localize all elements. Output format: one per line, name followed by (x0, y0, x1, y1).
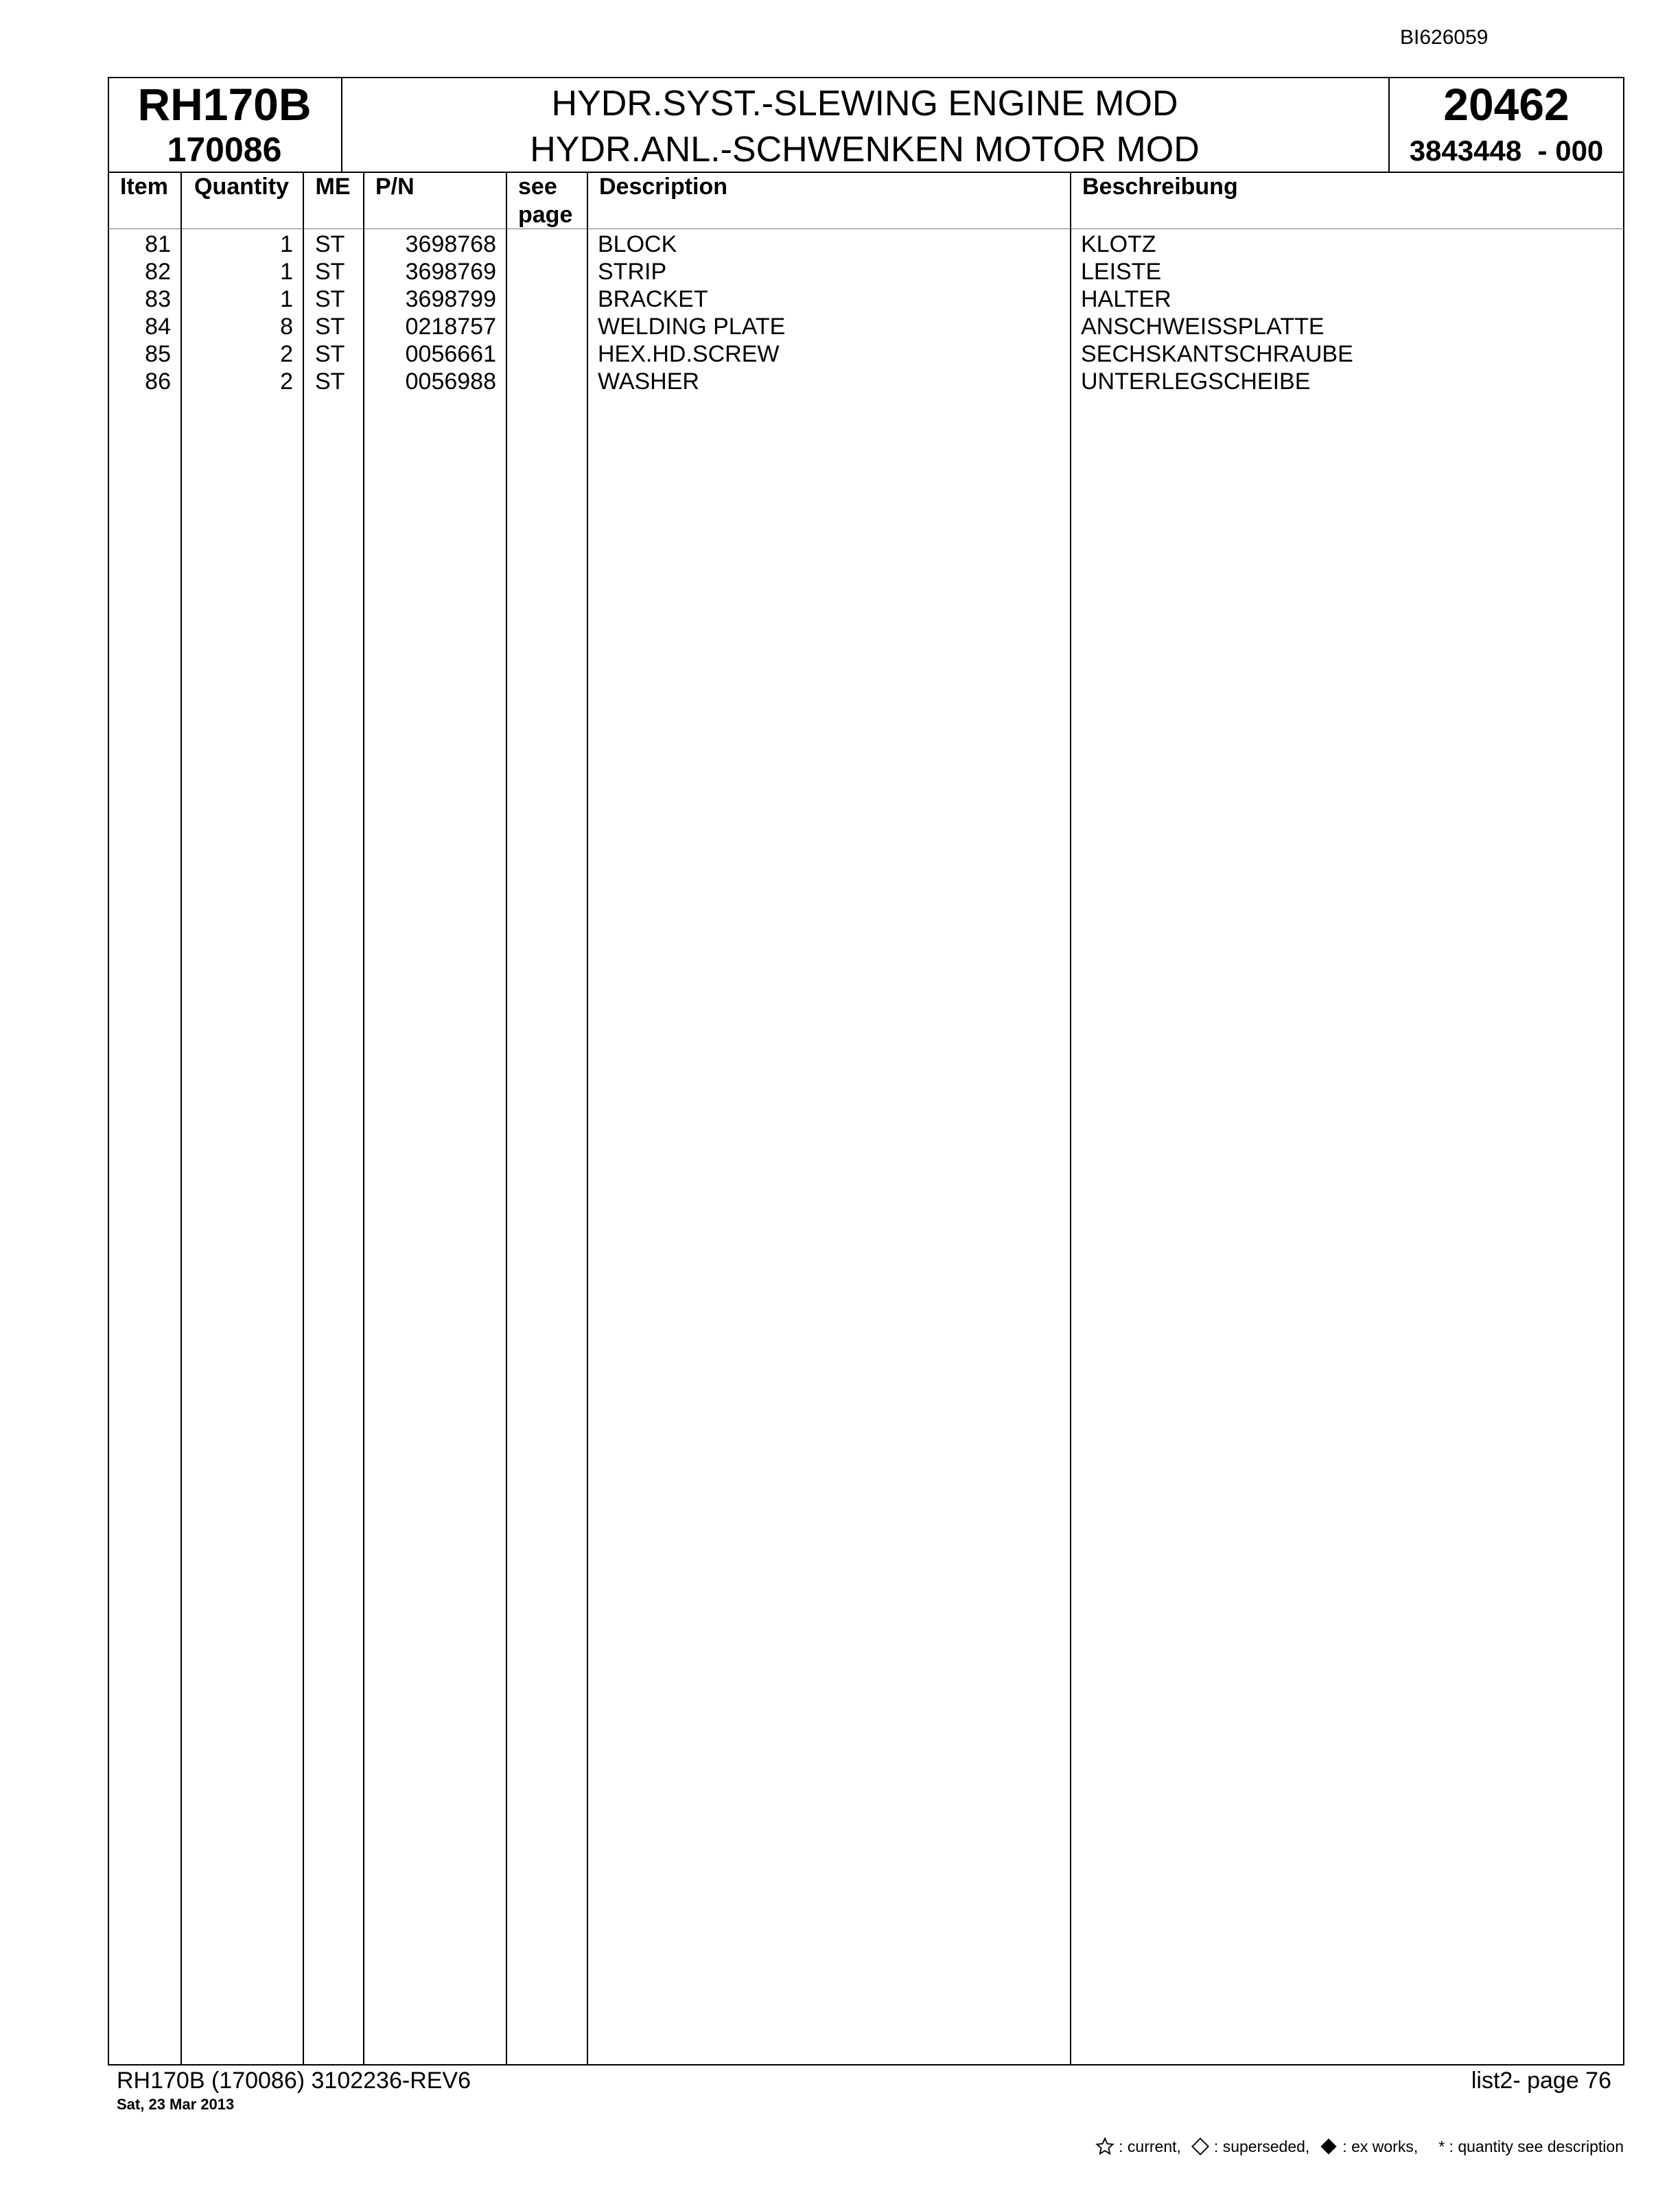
column-divider-quantity (303, 172, 304, 2066)
footer-date: Sat, 23 Mar 2013 (117, 2096, 235, 2113)
legend-superseded: : superseded, (1213, 2138, 1310, 2155)
cell-quantity: 1 (280, 259, 293, 285)
cell-description: BLOCK (598, 231, 677, 257)
document-number: 3843448 - 000 (1409, 134, 1604, 167)
table-row (0, 340, 1680, 368)
column-header-page: page (518, 202, 573, 228)
legend-ex-works: : ex works, (1342, 2138, 1419, 2155)
table-row (0, 258, 1680, 285)
column-header-beschreibung: Beschreibung (1082, 174, 1238, 200)
machine-serial: 170086 (167, 130, 282, 169)
cell-description: WELDING PLATE (598, 314, 786, 340)
table-row (0, 313, 1680, 340)
table-row (0, 231, 1680, 258)
document-id: BI626059 (1400, 26, 1489, 49)
cell-item: 83 (145, 286, 171, 312)
cell-pn: 3698768 (405, 231, 496, 257)
table-row (0, 368, 1680, 395)
diamond-filled-icon (1319, 2093, 1338, 2200)
cell-description: WASHER (598, 368, 699, 395)
cell-me: ST (315, 314, 345, 340)
table-row (0, 285, 1680, 313)
cell-quantity: 1 (280, 286, 293, 312)
column-divider-item (180, 172, 182, 2066)
title-english: HYDR.SYST.-SLEWING ENGINE MOD (551, 84, 1178, 124)
star-outline-icon (1095, 2093, 1115, 2200)
cell-me: ST (315, 341, 345, 367)
cell-item: 85 (145, 341, 171, 367)
column-divider-me (363, 172, 364, 2066)
cell-beschreibung: UNTERLEGSCHEIBE (1081, 368, 1311, 395)
cell-beschreibung: KLOTZ (1081, 231, 1156, 257)
cell-beschreibung: ANSCHWEISSPLATTE (1081, 314, 1325, 340)
title-german: HYDR.ANL.-SCHWENKEN MOTOR MOD (530, 130, 1200, 169)
cell-quantity: 1 (280, 231, 293, 257)
column-divider-see-page (587, 172, 588, 2066)
column-header-me: ME (315, 174, 351, 200)
cell-pn: 0056988 (405, 368, 496, 395)
legend-quantity: * : quantity see description (1438, 2138, 1624, 2155)
cell-quantity: 2 (280, 368, 293, 395)
cell-item: 84 (145, 314, 171, 340)
cell-me: ST (315, 259, 345, 285)
cell-pn: 3698769 (405, 259, 496, 285)
machine-model: RH170B (137, 79, 312, 130)
cell-me: ST (315, 368, 345, 395)
cell-beschreibung: LEISTE (1081, 259, 1162, 285)
cell-pn: 0218757 (405, 314, 496, 340)
cell-quantity: 8 (280, 314, 293, 340)
cell-beschreibung: SECHSKANTSCHRAUBE (1081, 341, 1353, 367)
cell-pn: 3698799 (405, 286, 496, 312)
column-header-item: Item (120, 174, 168, 200)
column-header-description: Description (599, 174, 728, 200)
cell-description: HEX.HD.SCREW (598, 341, 780, 367)
footer-legend (1095, 2093, 1624, 2200)
column-divider-pn (506, 172, 507, 2066)
column-header-see: see (518, 174, 557, 200)
cell-me: ST (315, 231, 345, 257)
cell-item: 86 (145, 368, 171, 395)
footer-reference: RH170B (170086) 3102236-REV6 (117, 2068, 471, 2094)
cell-quantity: 2 (280, 341, 293, 367)
cell-item: 82 (145, 259, 171, 285)
cell-pn: 0056661 (405, 341, 496, 367)
group-number: 20462 (1443, 79, 1570, 130)
cell-description: BRACKET (598, 286, 708, 312)
diamond-outline-icon (1191, 2093, 1210, 2200)
column-header-quantity: Quantity (194, 174, 289, 200)
cell-beschreibung: HALTER (1081, 286, 1171, 312)
legend-current: : current, (1119, 2138, 1181, 2155)
footer-page-number: list2- page 76 (1471, 2068, 1611, 2094)
cell-me: ST (315, 286, 345, 312)
column-divider-description (1070, 172, 1071, 2066)
cell-description: STRIP (598, 259, 667, 285)
column-header-pn: P/N (375, 174, 415, 200)
cell-item: 81 (145, 231, 171, 257)
